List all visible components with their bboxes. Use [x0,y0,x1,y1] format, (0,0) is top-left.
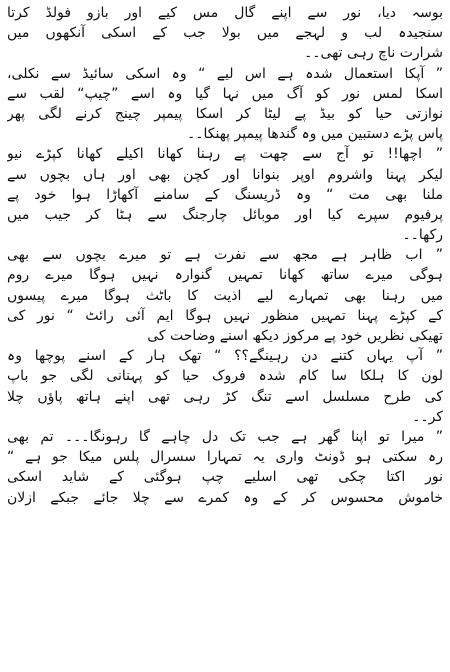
text-line: رہ سکتی ہو ڈونٹ واری یہ تمہارا سسرال پلس میکا جو ہے “ [7,449,443,466]
text-line: خاموش محسوس کر کے وہ کمرے سے چلا جائے جبکے ازلان [7,489,443,506]
text-line: ہوگی میرے ساتھ کھانا تمہیں گنوارہ نہیں ہوگا میرے روم [7,267,443,284]
text-line: ” میرا تو اپنا گھر ہے جب تک دل چاہے گا رہونگا۔۔۔ تم بھی [7,428,443,445]
text-line: رکھا۔۔ [402,227,443,244]
text-line: بوسہ دیا، نور سے اپنے گال مس کیے اور بازو فولڈ کرتا [7,5,443,21]
text-line: شرارت ناچ رہی تھی۔۔ [304,45,443,62]
paragraph-4 [7,245,443,346]
text-line: ملنا بھی مت “ وہ ڈریسنگ کے سامنے آکھاڑا ہوا خود پے [7,186,443,203]
text-line: میں رہنا بھی تمہارے لیے اذیت کا باٹث ہوگا میرے پیسوں [7,287,443,304]
paragraph-3 [7,144,443,245]
text-line: نوازتی حیا کو بیڈ پے لیٹا کر اسکا پیمپر چینج کرنے لگی پھر [7,105,443,122]
text-line: تھیکی نظریں خود پے مرکوز دیکھ اسنے وضاحت کی [147,328,443,344]
text-line: ” اب ظاہر ہے مجھ سے نفرت ہے تو میرے بچوں سے بھی [7,247,443,264]
paragraph-6 [7,427,443,508]
text-line: لیکر پہنا واشروم اوپر بنوانا اور کچن بھی اور ہاں بچوں سے [7,166,443,183]
text-line: پرفیوم سپرے کیا اور موبائل چارجنگ سے ہٹا کر جیب میں [7,206,443,223]
text-line: ” اچھا!! تو آج سے چھت پے رہنا کھانا اکیلے کھانا کپڑے نیو [7,146,443,163]
text-line: سنجیدہ لب و لہجے میں بولا جب کے اسکی آنکھوں میں [7,25,443,42]
story-text [7,3,443,508]
text-line: کے کپڑے پہنا تمہیں منظور نہیں ہوگا ایم آئی رائٹ “ نور کی [7,307,443,324]
text-line: ” آپ یہاں کتنے دن رہینگے؟؟ “ تھک ہار کے اسنے پوچھا وہ [7,348,443,365]
text-line: پاس پڑے دستبین میں وہ گندھا پیمپر پھنکا۔۔ [187,126,443,143]
text-line: لون کا ہلکا سا کام شدہ فروک حیا کو پہنانی لگی جو باپ [7,368,443,385]
paragraph-2 [7,64,443,145]
text-line: نور اکتا چکی تھی اسلیے چپ ہوگئی کے شاید اسکی [7,469,443,486]
paragraph-1 [7,3,443,64]
text-line: کی طرح مسلسل اسے تنگ کڑ رہی تھی اپنے ہاتھ پاؤں چلا [7,388,443,405]
text-line: کر۔۔ [412,408,443,425]
paragraph-5 [7,346,443,427]
text-line: اسکا لمس نور کو آگ میں نہا گیا وہ اسے ”چیپ“ لقب سے [7,85,443,102]
text-line: ” آپکا استعمال شدہ ہے اس لیے “ وہ اسکی سائیڈ سے نکلی، [7,65,443,82]
